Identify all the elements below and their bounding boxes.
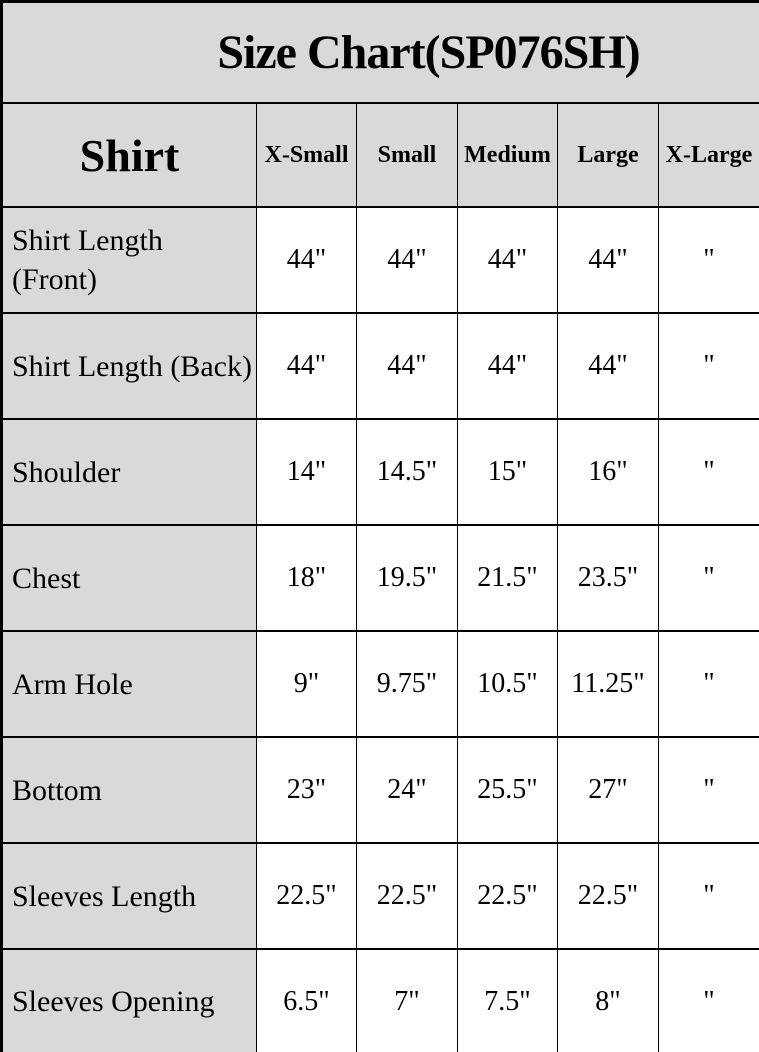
row-label: Shirt Length (Front) (2, 207, 257, 313)
column-header-x-small: X-Small (257, 103, 357, 207)
value-cell: " (659, 313, 759, 419)
row-label: Chest (2, 525, 257, 631)
value-cell: 7" (357, 949, 458, 1052)
value-cell: " (659, 949, 759, 1052)
value-cell: " (659, 207, 759, 313)
value-cell: 11.25" (558, 631, 659, 737)
value-cell: 15" (458, 419, 558, 525)
column-header-x-large: X-Large (659, 103, 759, 207)
value-cell: 9" (257, 631, 357, 737)
table-row (2, 737, 759, 843)
corner-header-shirt: Shirt (2, 103, 257, 207)
value-cell: 10.5" (458, 631, 558, 737)
value-cell: 7.5" (458, 949, 558, 1052)
value-cell: 25.5" (458, 737, 558, 843)
value-cell: " (659, 525, 759, 631)
header-row (2, 103, 759, 207)
table-row (2, 525, 759, 631)
table-row (2, 949, 759, 1052)
title-row (2, 2, 759, 104)
value-cell: 44" (558, 207, 659, 313)
row-label: Shoulder (2, 419, 257, 525)
value-cell: 27" (558, 737, 659, 843)
value-cell: 19.5" (357, 525, 458, 631)
value-cell: " (659, 631, 759, 737)
value-cell: 24" (357, 737, 458, 843)
value-cell: 14.5" (357, 419, 458, 525)
value-cell: 44" (458, 207, 558, 313)
table-body (2, 207, 759, 1052)
table-row (2, 313, 759, 419)
value-cell: " (659, 737, 759, 843)
row-label: Bottom (2, 737, 257, 843)
value-cell: 22.5" (458, 843, 558, 949)
value-cell: 23.5" (558, 525, 659, 631)
value-cell: 22.5" (558, 843, 659, 949)
value-cell: " (659, 843, 759, 949)
value-cell: 44" (558, 313, 659, 419)
table-row (2, 419, 759, 525)
column-header-large: Large (558, 103, 659, 207)
column-header-small: Small (357, 103, 458, 207)
value-cell: " (659, 419, 759, 525)
table-row (2, 843, 759, 949)
row-label: Sleeves Length (2, 843, 257, 949)
value-cell: 14" (257, 419, 357, 525)
value-cell: 44" (357, 207, 458, 313)
value-cell: 22.5" (357, 843, 458, 949)
value-cell: 44" (458, 313, 558, 419)
table-row (2, 207, 759, 313)
value-cell: 18" (257, 525, 357, 631)
value-cell: 16" (558, 419, 659, 525)
column-header-medium: Medium (458, 103, 558, 207)
row-label: Shirt Length (Back) (2, 313, 257, 419)
value-cell: 21.5" (458, 525, 558, 631)
table-row (2, 631, 759, 737)
value-cell: 44" (257, 313, 357, 419)
value-cell: 23" (257, 737, 357, 843)
value-cell: 9.75" (357, 631, 458, 737)
row-label: Sleeves Opening (2, 949, 257, 1052)
value-cell: 44" (257, 207, 357, 313)
value-cell: 22.5" (257, 843, 357, 949)
value-cell: 44" (357, 313, 458, 419)
value-cell: 6.5" (257, 949, 357, 1052)
chart-title: Size Chart(SP076SH) (2, 2, 759, 104)
value-cell: 8" (558, 949, 659, 1052)
row-label: Arm Hole (2, 631, 257, 737)
